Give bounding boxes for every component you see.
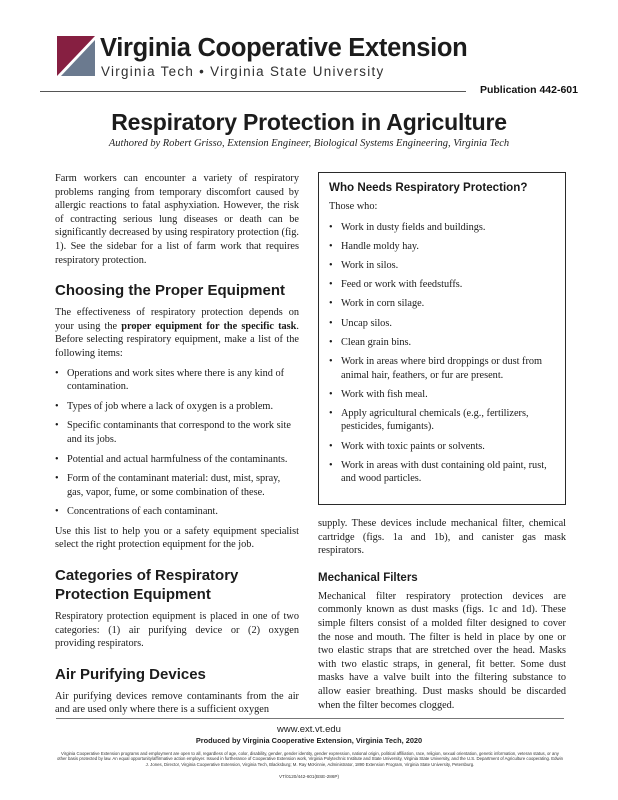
brand-title: Virginia Cooperative Extension xyxy=(100,34,468,62)
list-item: • Types of job where a lack of oxygen is a problem. xyxy=(55,400,299,414)
air-purifying-paragraph: Air purifying devices remove contaminants from the air and are used only where there is a sufficient oxygen xyxy=(55,690,299,716)
list-item: • Handle moldy hay. xyxy=(329,240,555,254)
list-item: • Specific contaminants that correspond to the work site and its jobs. xyxy=(55,419,299,446)
list-item: • Work in areas with dust containing old paint, rust, and wood particles. xyxy=(329,459,555,486)
footer-rule xyxy=(56,718,564,719)
list-item: • Work with toxic paints or solvents. xyxy=(329,440,555,454)
list-item: • Operations and work sites where there is any kind of contamination. xyxy=(55,367,299,394)
list-item: • Uncap silos. xyxy=(329,317,555,331)
sidebar-lead: Those who: xyxy=(329,201,378,212)
categories-heading: Categories of Respiratory Protection Equipment xyxy=(55,567,239,604)
list-item: • Work in corn silage. xyxy=(329,297,555,311)
choosing-list xyxy=(55,367,299,519)
list-item: • Work with fish meal. xyxy=(329,388,555,402)
publication-number: Publication 442-601 xyxy=(479,84,578,96)
author-byline: Authored by Robert Grisso, Extension Engineer, Biological Systems Engineering, Virginia Tech xyxy=(108,138,510,149)
choosing-paragraph: The effectiveness of respiratory protection depends on your using the proper equipment for the specific task. Before selecting respiratory equipment, make a list of the following items: xyxy=(55,307,299,359)
mechanical-filters-paragraph: Mechanical filter respiratory protection devices are commonly known as dust masks (figs. 1c and 1d). These simple filters consist of a molded filter designed to cover the nose and mouth. The filter is held in place by one or two elastic straps that are stretched over the head. Masks with two elastic straps, in general, fit better. Some dust masks have a valve built into the filtering substance to allow easier breathing. Dust masks should be discarded when the filter becomes clogged. xyxy=(318,590,566,711)
list-item: • Work in areas where bird droppings or dust from animal hair, feathers, or fur are present. xyxy=(329,355,555,382)
brand-subtitle: Virginia Tech • Virginia State University xyxy=(101,64,385,79)
sidebar-list xyxy=(329,221,555,486)
supply-paragraph: supply. These devices include mechanical filter, chemical cartridge (figs. 1a and 1b), and canister gas mask respirators. xyxy=(318,518,566,557)
left-column xyxy=(55,172,299,723)
list-item: • Feed or work with feedstuffs. xyxy=(329,278,555,292)
footer-produced-by: Produced by Virginia Cooperative Extension, Virginia Tech, 2020 xyxy=(195,736,423,745)
categories-paragraph: Respiratory protection equipment is placed in one of two categories: (1) air purifying device or (2) oxygen providing respirators. xyxy=(55,611,299,650)
choosing-closing-paragraph: Use this list to help you or a safety equipment specialist select the right protection equipment for the job. xyxy=(55,525,299,551)
header-rule xyxy=(40,91,466,92)
list-item: • Form of the contaminant material: dust, mist, spray, gas, vapor, fume, or some combination of these. xyxy=(55,472,299,499)
list-item: • Work in silos. xyxy=(329,259,555,273)
mechanical-filters-heading: Mechanical Filters xyxy=(318,571,418,584)
sidebar-box xyxy=(318,172,566,505)
list-item: • Apply agricultural chemicals (e.g., fertilizers, pesticides, fumigants). xyxy=(329,407,555,434)
list-item: • Concentrations of each contaminant. xyxy=(55,505,299,519)
choosing-bold-phrase: proper equipment for the specific task xyxy=(121,320,297,332)
footer-publication-code: VT/0120/442-601(BSE-286P) xyxy=(278,774,339,779)
footer-legal-text: Virginia Cooperative Extension programs and employment are open to all, regardless of age, color, disability, gender, gender identity, gender expression, national origin, political affiliation, race, religion, sexual orientation, genetic information, veteran status, or any other basis protected by law. An equal opportunity/affirmative action employer. Issued in furtherance of Cooperative Extension work, Virginia Polytechnic Institute and State University, Virginia State University, and the U.S. Department of Agriculture cooperating. Edwin J. Jones, Director, Virginia Cooperative Extension, Virginia Tech, Blacksburg; M. Ray McKinnie, Administrator, 1890 Extension Program, Virginia State University, Petersburg. xyxy=(57,751,563,767)
footer-url-link[interactable]: www.ext.vt.edu xyxy=(277,724,341,735)
list-item: • Work in dusty fields and buildings. xyxy=(329,221,555,235)
vce-logo-icon xyxy=(57,36,95,76)
document-title: Respiratory Protection in Agriculture xyxy=(111,109,507,135)
choosing-equipment-heading: Choosing the Proper Equipment xyxy=(55,282,286,300)
right-column xyxy=(318,172,566,718)
air-purifying-heading: Air Purifying Devices xyxy=(55,665,206,683)
list-item: • Potential and actual harmfulness of the contaminants. xyxy=(55,453,299,467)
intro-paragraph: Farm workers can encounter a variety of respiratory problems ranging from temporary discomfort caused by allergic reactions to fatal asphyxiation. However, the risk of contracting serious lung diseases or death can be significantly decreased by using respiratory protection (fig. 1). See the sidebar for a list of farm work that requires respiratory protection. xyxy=(55,173,299,266)
list-item: • Clean grain bins. xyxy=(329,336,555,350)
sidebar-heading: Who Needs Respiratory Protection? xyxy=(329,181,528,194)
